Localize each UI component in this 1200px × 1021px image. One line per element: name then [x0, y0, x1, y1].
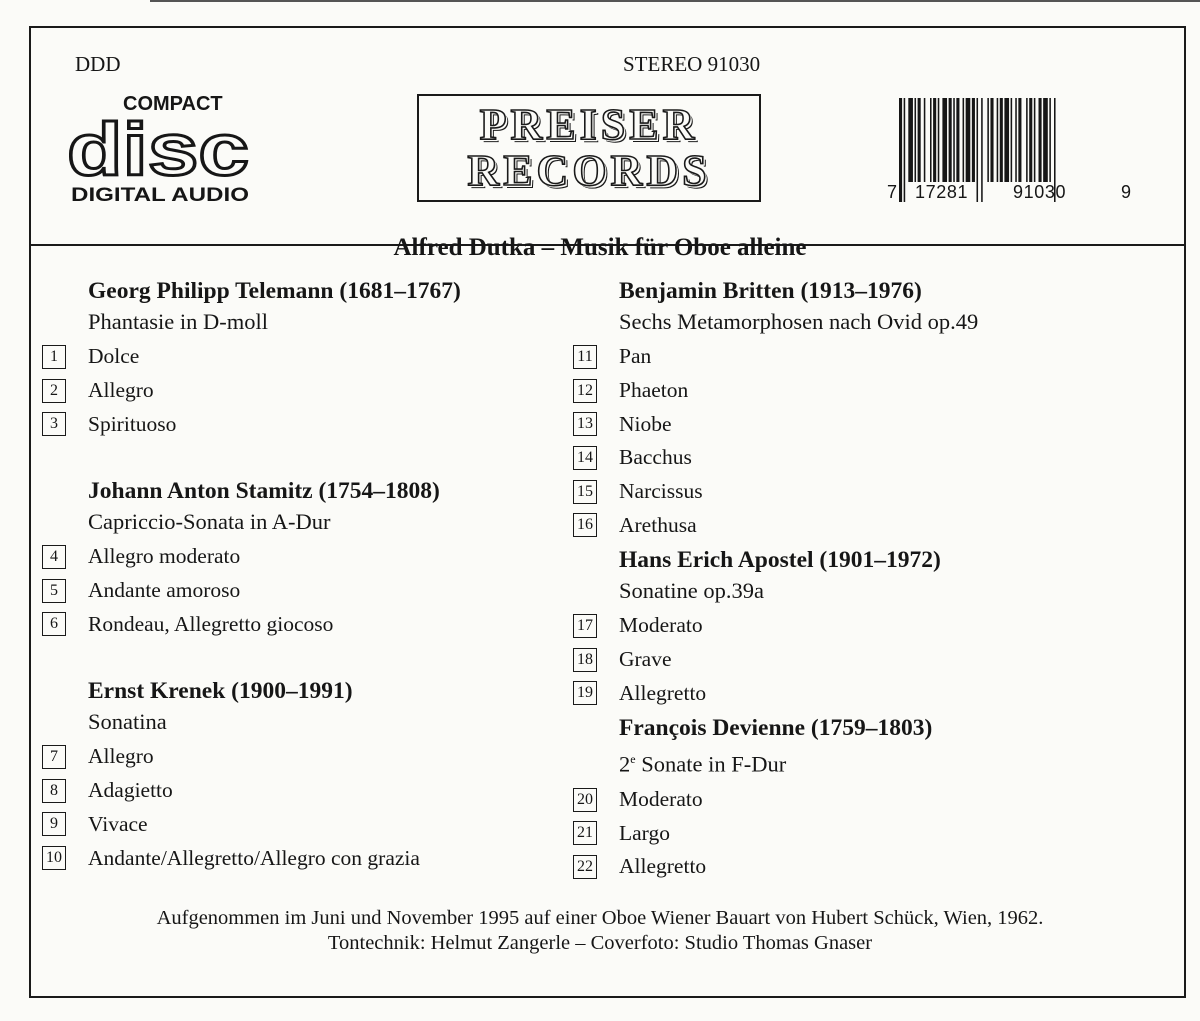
track-row [42, 808, 562, 842]
track-number: 21 [573, 821, 597, 845]
top-edge-line [150, 0, 1200, 2]
track-row [42, 607, 562, 641]
track-row [42, 407, 562, 441]
barcode-bar [956, 98, 959, 182]
work-number: 2 [619, 751, 631, 777]
compact-disc-logo-graphic [69, 92, 259, 208]
cd-logo-digital-audio: DIGITAL AUDIO [71, 185, 249, 206]
label-logo-line2: RECORDS [467, 146, 711, 195]
barcode-bar [1011, 98, 1013, 182]
barcode-bar [963, 98, 965, 182]
work-group-telemann [42, 276, 562, 441]
barcode-bar [953, 98, 955, 182]
composer-heading: Georg Philipp Telemann (1681–1767) [88, 278, 461, 304]
track-row [42, 574, 562, 608]
preiser-records-logo [417, 94, 761, 202]
track-title: Rondeau, Allegretto giocoso [88, 611, 334, 636]
track-title: Vivace [88, 811, 148, 836]
track-title: Moderato [619, 613, 703, 638]
barcode-bar [1039, 98, 1042, 182]
track-row [573, 816, 1153, 850]
barcode-bar [981, 98, 983, 202]
work-title: Phantasie in D-moll [88, 309, 268, 334]
barcode-bar [972, 98, 975, 182]
barcode-digit-first: 7 [887, 182, 898, 202]
left-column [42, 276, 562, 875]
cd-logo-compact: COMPACT [123, 93, 223, 115]
track-row [573, 643, 1153, 677]
work-title [619, 744, 1153, 780]
barcode-bar [1004, 98, 1009, 182]
track-title: Moderato [619, 787, 703, 812]
track-title: Arethusa [619, 512, 697, 537]
track-row [42, 841, 562, 875]
barcode-bar [904, 98, 906, 202]
track-title: Allegro [88, 744, 154, 769]
track-title: Allegretto [619, 854, 707, 879]
track-row [573, 609, 1153, 643]
track-row [573, 340, 1153, 374]
track-row [573, 677, 1153, 711]
barcode-bar [1049, 98, 1051, 182]
track-number: 16 [573, 513, 597, 537]
track-row [573, 475, 1153, 509]
track-row [42, 340, 562, 374]
track-row [573, 374, 1153, 408]
track-title: Allegro [88, 378, 154, 403]
work-group-apostel [573, 545, 1153, 710]
label-logo-line1: PREISER [479, 100, 699, 149]
track-title: Bacchus [619, 445, 692, 470]
track-title: Narcissus [619, 479, 703, 504]
work-group-devienne [573, 713, 1153, 884]
track-title: Largo [619, 820, 670, 845]
barcode-bar [949, 98, 952, 182]
track-title: Andante amoroso [88, 578, 241, 603]
right-column [573, 276, 1153, 884]
track-number: 18 [573, 648, 597, 672]
album-title: Alfred Dutka – Musik für Oboe alleine [393, 234, 807, 261]
work-group-stamitz [42, 476, 562, 641]
track-number: 6 [42, 612, 66, 636]
track-title: Adagietto [88, 778, 173, 803]
track-number: 14 [573, 446, 597, 470]
track-row [573, 407, 1153, 441]
track-title: Niobe [619, 411, 672, 436]
barcode-bar [938, 98, 940, 182]
composer-heading: François Devienne (1759–1803) [619, 715, 933, 742]
barcode-bar [1043, 98, 1048, 182]
barcode-bar [899, 98, 902, 202]
work-title: Capriccio-Sonata in A-Dur [88, 509, 331, 535]
track-number: 10 [42, 846, 66, 870]
track-number: 12 [573, 379, 597, 403]
barcode-bar [1026, 98, 1028, 182]
barcode-digits-left: 17281 [915, 182, 969, 202]
barcode-bar [930, 98, 932, 182]
ddd-code: DDD [75, 52, 121, 76]
work-title-text: Sonate in F-Dur [635, 751, 787, 777]
track-row [573, 850, 1153, 884]
track-title: Andante/Allegretto/Allegro con grazia [88, 845, 420, 870]
work-group-britten [573, 276, 1153, 542]
track-row [573, 508, 1153, 542]
track-row [42, 774, 562, 808]
work-title: Sonatine op.39a [619, 578, 764, 604]
recording-note: Aufgenommen im Juni und November 1995 auf einer Oboe Wiener Bauart von Hubert Schück, Wien, 1962. [156, 907, 1044, 929]
track-row [573, 783, 1153, 817]
track-number: 13 [573, 412, 597, 436]
barcode-bar [1015, 98, 1017, 182]
barcode-bar [915, 98, 917, 182]
track-number: 20 [573, 788, 597, 812]
production-credits: Tontechnik: Helmut Zangerle – Coverfoto: Studio Thomas Gnaser [327, 932, 873, 954]
track-title: Grave [619, 647, 672, 672]
catalog-number: STEREO 91030 [623, 52, 761, 76]
barcode-digit-last: 9 [1121, 182, 1132, 202]
barcode-bar [1034, 98, 1036, 182]
track-row [573, 441, 1153, 475]
work-title: Sechs Metamorphosen nach Ovid op.49 [619, 309, 979, 334]
track-number: 3 [42, 412, 66, 436]
barcode-bar [990, 98, 993, 182]
compact-disc-logo [69, 92, 259, 208]
work-title: Sonatina [88, 709, 167, 735]
barcode-bar [966, 98, 971, 182]
track-number: 15 [573, 480, 597, 504]
work-group-krenek [42, 676, 562, 875]
barcode-bar [924, 98, 926, 182]
track-number: 9 [42, 812, 66, 836]
track-number: 4 [42, 545, 66, 569]
composer-heading: Benjamin Britten (1913–1976) [619, 278, 922, 304]
track-row [42, 374, 562, 408]
track-row [42, 540, 562, 574]
barcode-bar [1018, 98, 1021, 182]
recording-credits [0, 906, 1200, 956]
track-title: Dolce [88, 344, 140, 369]
barcode-bar [908, 98, 913, 182]
track-row [42, 740, 562, 774]
barcode-digits-right: 91030 [1013, 182, 1067, 202]
composer-heading: Johann Anton Stamitz (1754–1808) [88, 478, 440, 505]
track-title: Spirituoso [88, 411, 177, 436]
track-number: 1 [42, 345, 66, 369]
barcode-bar [1029, 98, 1032, 182]
track-number: 5 [42, 579, 66, 603]
track-number: 2 [42, 379, 66, 403]
barcode-bar [987, 98, 989, 182]
track-title: Allegretto [619, 680, 707, 705]
track-title: Phaeton [619, 378, 689, 403]
barcode-bar [933, 98, 936, 182]
track-title: Pan [619, 344, 652, 369]
track-number: 7 [42, 745, 66, 769]
track-number: 11 [573, 345, 597, 369]
composer-heading: Ernst Krenek (1900–1991) [88, 678, 353, 705]
track-number: 19 [573, 681, 597, 705]
track-number: 8 [42, 779, 66, 803]
barcode-bar [942, 98, 947, 182]
barcode-bar [918, 98, 921, 182]
track-title: Allegro moderato [88, 544, 241, 569]
work-number-superscript: e [630, 752, 636, 767]
barcode [889, 96, 1139, 208]
track-number: 22 [573, 855, 597, 879]
cd-logo-disc: disc [69, 108, 249, 191]
barcode-bar [1000, 98, 1003, 182]
barcode-bar [997, 98, 999, 182]
track-number: 17 [573, 614, 597, 638]
barcode-bar [977, 98, 979, 202]
composer-heading: Hans Erich Apostel (1901–1972) [619, 547, 941, 574]
